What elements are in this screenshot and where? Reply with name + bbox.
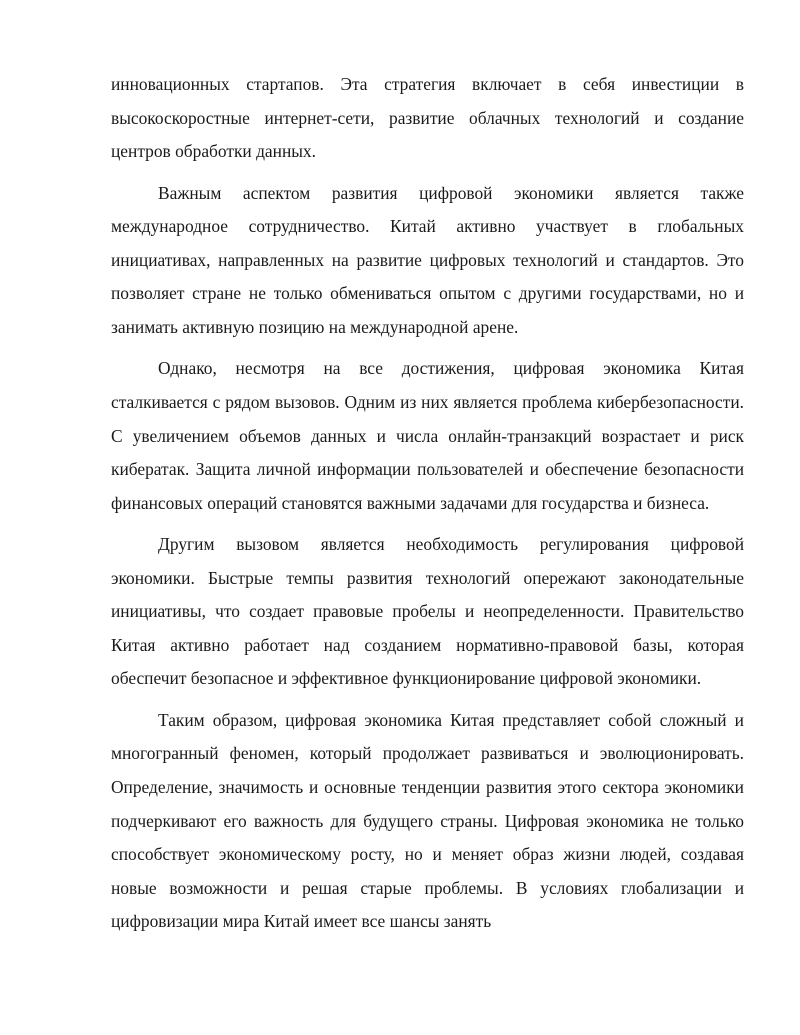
paragraph-regulation: Другим вызовом является необходимость регулирования цифровой экономики. Быстрые темпы развития технологий опережают законодательные инициативы, что создает правовые пробелы и неопределенности. Правительство Китая активно работает над созданием нормативно-правовой базы, которая обеспечит безопасное и эффективное функционирование цифровой экономики. [111,534,744,689]
paragraph-international-cooperation: Важным аспектом развития цифровой экономики является также международное сотрудничество. Китай активно участвует в глобальных инициативах, направленных на развитие цифровых технологий и стандартов. Это позволяет стране не только обмениваться опытом с другими государствами, но и занимать активную позицию на международной арене. [111,182,744,337]
document-body [111,68,744,947]
paragraph-continuation: инновационных стартапов. Эта стратегия включает в себя инвестиции в высокоскоростные интернет-сети, развитие облачных технологий и создание центров обработки данных. [111,74,744,162]
paragraph-cybersecurity: Однако, несмотря на все достижения, цифровая экономика Китая сталкивается с рядом вызовов. Одним из них является проблема кибербезопасности. С увеличением объемов данных и числа онлайн-транзакций возрастает и риск кибератак. Защита личной информации пользователей и обеспечение безопасности финансовых операций становятся важными задачами для государства и бизнеса. [111,358,744,513]
paragraph-conclusion: Таким образом, цифровая экономика Китая представляет собой сложный и многогранный феномен, который продолжает развиваться и эволюционировать. Определение, значимость и основные тенденции развития этого сектора экономики подчеркивают его важность для будущего страны. Цифровая экономика не только способствует экономическому росту, но и меняет образ жизни людей, создавая новые возможности и решая старые проблемы. В условиях глобализации и цифровизации мира Китай имеет все шансы занять [111,709,744,932]
